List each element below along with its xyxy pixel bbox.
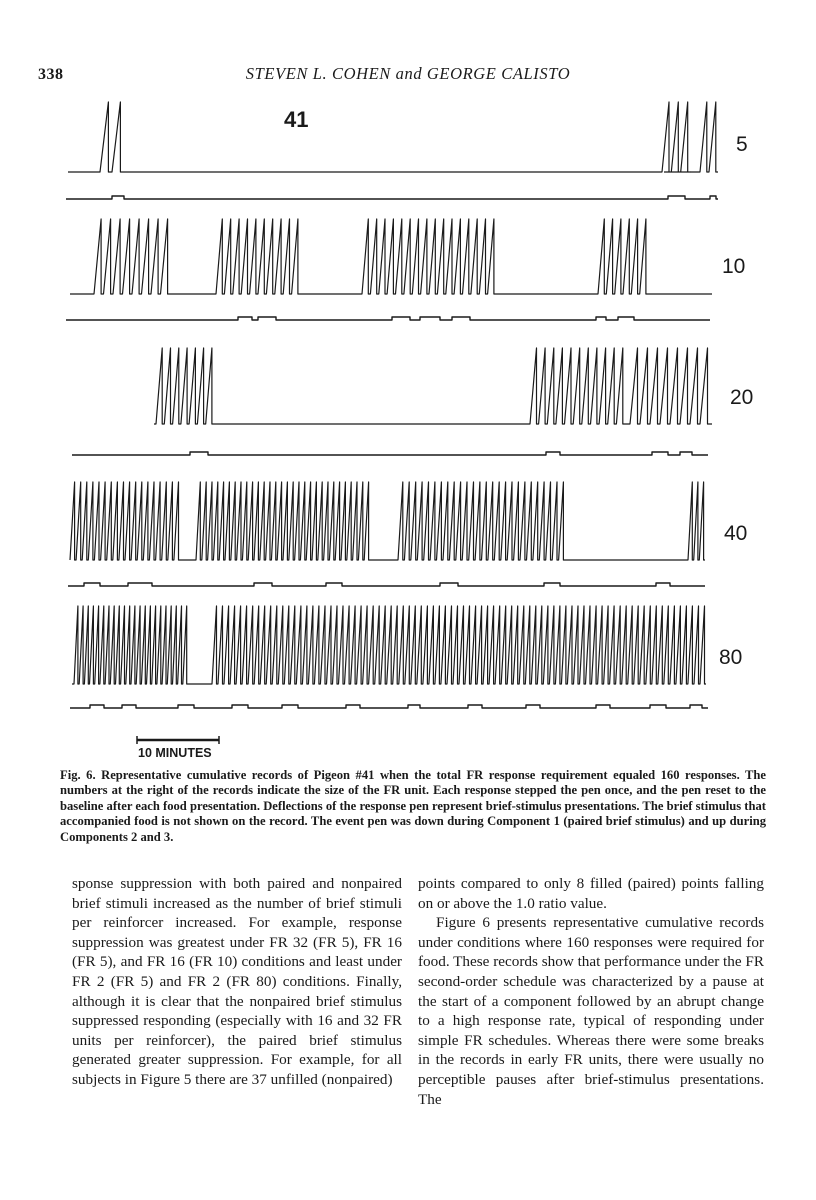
event-pen-fr10 xyxy=(66,317,710,320)
body-paragraph: points compared to only 8 filled (paired) points falling on or above the 1.0 ratio value. xyxy=(418,875,764,912)
running-head: STEVEN L. COHEN and GEORGE CALISTO xyxy=(245,64,571,83)
record-fr5-end xyxy=(690,102,718,172)
scale-bar-label: 10 MINUTES xyxy=(138,746,212,760)
body-right-column xyxy=(418,874,764,1109)
record-fr80 xyxy=(72,606,706,684)
record-traces xyxy=(68,102,718,684)
row-label-fr20: 20 xyxy=(730,386,754,409)
body-paragraph: Figure 6 presents representative cumulative records under conditions where 160 responses were required for food. These records show that performance under the FR second-order schedule was characterized by a pause at the start of a component followed by an abrupt change to a high response rate, typical of responding under simple FR schedules. Whereas there were some breaks in the records in early FR units, there were usually no perceptible pauses after brief-stimulus presentations. The xyxy=(418,914,764,1108)
event-pen-fr40 xyxy=(68,583,705,586)
row-label-fr5: 5 xyxy=(736,133,748,156)
row-label-fr80: 80 xyxy=(719,646,743,669)
page-number: 338 xyxy=(38,66,64,83)
row-label-fr10: 10 xyxy=(722,255,746,278)
row-label-fr40: 40 xyxy=(724,522,748,545)
event-pen-fr80 xyxy=(70,705,708,708)
record-fr10 xyxy=(70,219,712,294)
figure-caption: Fig. 6. Representative cumulative records of Pigeon #41 when the total FR response requirement equaled 160 responses. The numbers at the right of the records indicate the size of the FR unit. Each response stepped the pen once, and the pen reset to the baseline after each food presentation. Deflections of the response pen represent brief-stimulus presentations. The brief stimulus that accompanied food is not shown on the record. The event pen was down during Component 1 (paired brief stimulus) and up during Components 2 and 3. xyxy=(60,768,766,844)
body-left-column xyxy=(72,874,402,1090)
subject-label: 41 xyxy=(284,107,309,132)
scale-bar xyxy=(137,736,219,744)
record-fr20 xyxy=(154,348,712,424)
event-pen-fr5 xyxy=(66,196,718,199)
body-paragraph: sponse suppression with both paired and nonpaired brief stimuli increased as the number of brief stimuli per reinforcer increased. For example, response suppression was greatest under FR 32 (FR 5), FR 16 (FR 5), and FR 16 (FR 10) conditions and least under FR 2 (FR 5) and FR 2 (FR 80) conditions. Finally, although it is clear that the nonpaired brief stimulus suppressed responding (especially with 16 and 32 FR units per reinforcer), the paired brief stimulus generated greater suppression. For example, for all subjects in Figure 5 there are 37 unfilled (nonpaired) xyxy=(72,875,402,1088)
event-pen-fr20 xyxy=(72,452,708,455)
record-fr5 xyxy=(68,102,690,172)
record-fr40 xyxy=(70,482,705,560)
